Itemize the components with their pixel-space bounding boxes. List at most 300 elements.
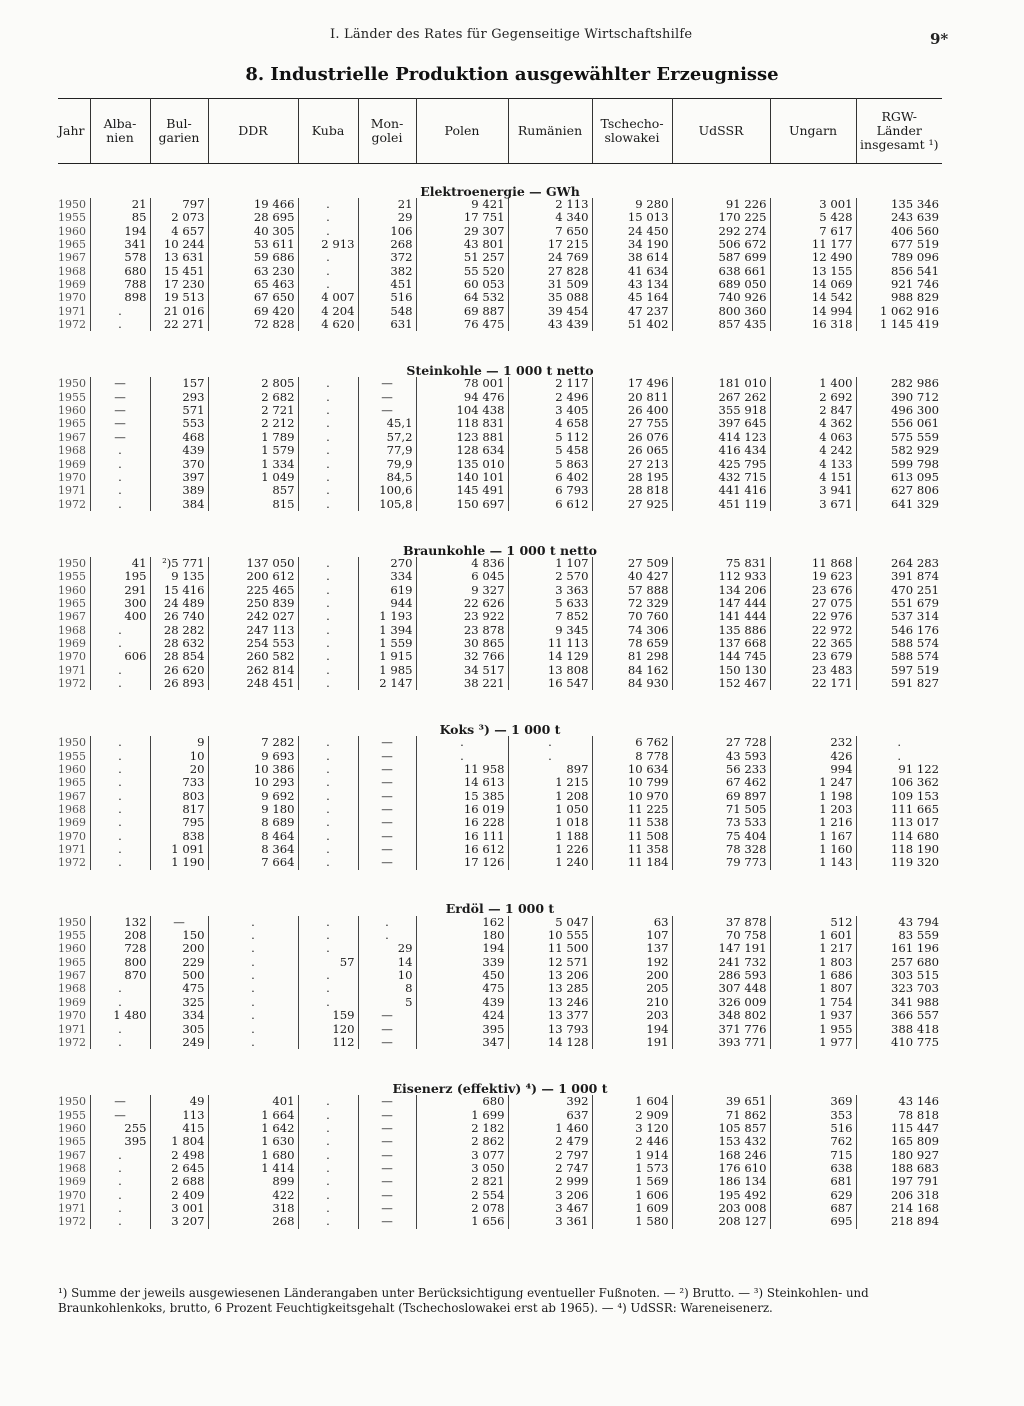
year-cell: 1971 — [58, 664, 90, 677]
value-cell: 43 794 — [898, 914, 939, 929]
value-cell: 680 — [416, 1095, 508, 1108]
value-cell: 599 798 — [891, 456, 939, 471]
value-cell: 13 377 — [508, 1009, 592, 1022]
value-cell: 11 538 — [592, 816, 672, 829]
value-cell: 2 570 — [508, 570, 592, 583]
value-cell: — — [358, 843, 416, 856]
value-cell: 422 — [208, 1189, 298, 1202]
value-cell: 91 122 — [898, 762, 939, 776]
value-cell: 63 — [592, 916, 672, 929]
value-cell: 161 196 — [891, 941, 939, 956]
column-header: Alba- nien — [90, 99, 150, 164]
value-cell: 1 198 — [770, 790, 856, 803]
value-cell: 695 — [770, 1215, 856, 1228]
value-cell: 2 446 — [592, 1135, 672, 1148]
value-cell: 4 007 — [298, 291, 358, 304]
table-row — [58, 584, 942, 597]
value-cell: 5 112 — [508, 431, 592, 444]
section-title: Braunkohle — 1 000 t netto — [403, 542, 597, 558]
year-cell: 1965 — [58, 417, 90, 430]
value-cell: 388 418 — [891, 1021, 939, 1036]
year-cell: 1968 — [58, 1162, 90, 1175]
value-cell: 637 — [508, 1109, 592, 1122]
value-cell: 38 614 — [592, 251, 672, 264]
value-cell: 5 633 — [508, 597, 592, 610]
value-cell: . — [298, 484, 358, 497]
value-cell: 13 155 — [770, 265, 856, 278]
value-cell: 291 — [90, 584, 150, 597]
value-cell: . — [298, 471, 358, 484]
value-cell: 150 697 — [416, 498, 508, 511]
value-cell: 113 — [150, 1109, 208, 1122]
year-cell: 1971 — [58, 1202, 90, 1215]
value-cell: . — [298, 982, 358, 995]
value-cell: 6 045 — [416, 570, 508, 583]
value-cell: 7 852 — [508, 610, 592, 623]
value-cell: 9 693 — [208, 750, 298, 763]
value-cell: 546 176 — [891, 622, 939, 637]
value-cell: 4 658 — [508, 417, 592, 430]
value-cell: 1 193 — [358, 610, 416, 623]
value-cell: 17 230 — [150, 278, 208, 291]
value-cell: . — [90, 736, 150, 749]
value-cell: 2 688 — [150, 1175, 208, 1188]
value-cell: 2 479 — [508, 1135, 592, 1148]
value-cell: . — [298, 278, 358, 291]
value-cell: . — [90, 305, 150, 318]
year-cell: 1960 — [58, 1122, 90, 1135]
year-cell: 1967 — [58, 790, 90, 803]
value-cell: 2 147 — [358, 677, 416, 690]
value-cell: 28 695 — [208, 211, 298, 224]
year-cell: 1950 — [58, 198, 90, 211]
value-cell: 67 462 — [672, 776, 770, 789]
value-cell: 2 797 — [508, 1149, 592, 1162]
value-cell: . — [90, 318, 150, 331]
value-cell: 78 818 — [898, 1107, 939, 1122]
year-cell: 1967 — [58, 251, 90, 264]
value-cell: . — [298, 929, 358, 942]
value-cell: 27 213 — [592, 458, 672, 471]
spacer-cell — [58, 1049, 942, 1061]
value-cell: 3 941 — [770, 484, 856, 497]
value-cell: . — [208, 929, 298, 942]
value-cell: 3 207 — [150, 1215, 208, 1228]
value-cell: 150 — [150, 929, 208, 942]
year-cell: 1971 — [58, 484, 90, 497]
value-cell: 11 177 — [770, 238, 856, 251]
value-cell: . — [298, 677, 358, 690]
value-cell: 47 237 — [592, 305, 672, 318]
value-cell: 944 — [358, 597, 416, 610]
table-row — [58, 843, 942, 856]
value-cell: 897 — [508, 763, 592, 776]
value-cell: 12 571 — [508, 956, 592, 969]
value-cell: . — [298, 1175, 358, 1188]
year-cell: 1969 — [58, 1175, 90, 1188]
year-cell: 1971 — [58, 305, 90, 318]
value-cell: 282 986 — [891, 376, 939, 391]
value-cell: 4 362 — [770, 417, 856, 430]
table-row — [58, 471, 942, 484]
value-cell: 23 483 — [770, 664, 856, 677]
value-cell: 4 657 — [150, 225, 208, 238]
value-cell: 210 — [592, 996, 672, 1009]
section-title: Erdöl — 1 000 t — [445, 901, 555, 917]
value-cell: . — [298, 377, 358, 390]
value-cell: 13 793 — [508, 1023, 592, 1036]
value-cell: 14 128 — [508, 1036, 592, 1049]
value-cell: . — [298, 790, 358, 803]
value-cell: — — [358, 1122, 416, 1135]
value-cell: 838 — [150, 830, 208, 843]
value-cell: 2 496 — [508, 391, 592, 404]
value-cell: 27 509 — [592, 557, 672, 570]
value-cell: 69 420 — [208, 305, 298, 318]
value-cell: . — [90, 444, 150, 457]
value-cell: 1 460 — [508, 1122, 592, 1135]
value-cell: 2 073 — [150, 211, 208, 224]
value-cell: 994 — [770, 763, 856, 776]
value-cell: 26 893 — [150, 677, 208, 690]
value-cell: 339 — [416, 956, 508, 969]
value-cell: 67 650 — [208, 291, 298, 304]
value-cell: 267 262 — [672, 391, 770, 404]
value-cell: 1 018 — [508, 816, 592, 829]
value-cell: 1 914 — [592, 1149, 672, 1162]
value-cell: 571 — [150, 404, 208, 417]
value-cell: 11 958 — [416, 763, 508, 776]
year-cell: 1955 — [58, 211, 90, 224]
year-cell: 1950 — [58, 736, 90, 749]
year-cell: 1960 — [58, 942, 90, 955]
value-cell: 4 836 — [416, 557, 508, 570]
value-cell: 606 — [90, 650, 150, 663]
value-cell: 21 016 — [150, 305, 208, 318]
value-cell: 1 049 — [208, 471, 298, 484]
value-cell: 9 345 — [508, 624, 592, 637]
value-cell: 689 050 — [672, 278, 770, 291]
year-cell: 1950 — [58, 916, 90, 929]
value-cell: . — [208, 956, 298, 969]
value-cell: 104 438 — [416, 404, 508, 417]
year-cell: 1971 — [58, 1023, 90, 1036]
year-cell: 1972 — [58, 677, 90, 690]
value-cell: . — [208, 916, 298, 929]
value-cell: 451 — [358, 278, 416, 291]
value-cell: 468 — [150, 431, 208, 444]
table-row — [58, 1215, 942, 1228]
value-cell: 391 874 — [891, 569, 939, 584]
column-header: Polen — [416, 99, 508, 164]
year-cell: 1960 — [58, 763, 90, 776]
value-cell: 348 802 — [672, 1009, 770, 1022]
value-cell: — — [358, 816, 416, 829]
value-cell: 118 190 — [891, 842, 939, 857]
production-table — [58, 98, 942, 1229]
value-cell: 1 217 — [770, 942, 856, 955]
value-cell: 5 047 — [508, 916, 592, 929]
value-cell: 800 — [90, 956, 150, 969]
table-row — [58, 610, 942, 623]
value-cell: 817 — [150, 803, 208, 816]
table-row — [58, 1009, 942, 1022]
value-cell: 84,5 — [358, 471, 416, 484]
value-cell: 5 863 — [508, 458, 592, 471]
value-cell: 2 692 — [770, 391, 856, 404]
value-cell: 194 — [592, 1023, 672, 1036]
value-cell: 10 634 — [592, 763, 672, 776]
value-cell: 28 854 — [150, 650, 208, 663]
table-row — [58, 956, 942, 969]
value-cell: 384 — [150, 498, 208, 511]
value-cell: 3 120 — [592, 1122, 672, 1135]
value-cell: 1 203 — [770, 803, 856, 816]
value-cell: 181 010 — [672, 377, 770, 390]
column-header: Kuba — [298, 99, 358, 164]
value-cell: 470 251 — [891, 582, 939, 597]
value-cell: 5 — [358, 996, 416, 1009]
value-cell: 24 450 — [592, 225, 672, 238]
value-cell: 292 274 — [672, 225, 770, 238]
value-cell: . — [90, 763, 150, 776]
value-cell: . — [298, 498, 358, 511]
value-cell: 84 162 — [592, 664, 672, 677]
value-cell: 2 498 — [150, 1149, 208, 1162]
value-cell: 1 807 — [770, 982, 856, 995]
value-cell: 118 831 — [416, 417, 508, 430]
value-cell: . — [208, 1023, 298, 1036]
value-cell: 2 212 — [208, 417, 298, 430]
value-cell: 26 076 — [592, 431, 672, 444]
table-row — [58, 305, 942, 318]
value-cell: 203 008 — [672, 1202, 770, 1215]
value-cell: 9 692 — [208, 790, 298, 803]
value-cell: . — [90, 750, 150, 763]
value-cell: 115 447 — [891, 1120, 939, 1135]
table-row — [58, 677, 942, 690]
value-cell: 1 580 — [592, 1215, 672, 1228]
value-cell: 262 814 — [208, 664, 298, 677]
value-cell: 74 306 — [592, 624, 672, 637]
value-cell: 194 — [416, 942, 508, 955]
value-cell: — — [358, 391, 416, 404]
column-header: Jahr — [58, 99, 90, 164]
value-cell: 79,9 — [358, 458, 416, 471]
table-row — [58, 198, 942, 211]
value-cell: 22 171 — [770, 677, 856, 690]
table-row — [58, 570, 942, 583]
value-cell: 307 448 — [672, 982, 770, 995]
value-cell: 21 — [358, 198, 416, 211]
section-title: Elektroenergie — GWh — [420, 183, 580, 199]
value-cell: 432 715 — [672, 471, 770, 484]
value-cell: 56 233 — [672, 763, 770, 776]
value-cell: 43 593 — [672, 750, 770, 763]
value-cell: — — [358, 750, 416, 763]
table-row — [58, 637, 942, 650]
value-cell: 24 489 — [150, 597, 208, 610]
value-cell: 393 771 — [672, 1036, 770, 1049]
value-cell: 740 926 — [672, 291, 770, 304]
value-cell: 57,2 — [358, 431, 416, 444]
value-cell: 800 360 — [672, 305, 770, 318]
table-row — [58, 763, 942, 776]
value-cell: . — [298, 776, 358, 789]
value-cell: . — [208, 942, 298, 955]
table-row — [58, 484, 942, 497]
value-cell: 14 994 — [770, 305, 856, 318]
value-cell: 53 611 — [208, 238, 298, 251]
footnote-text: ¹) Summe der jeweils ausgewiesenen Länderangaben unter Berücksichtigung eventueller Fußnoten. — ²) Brutto. — ³) Steinkohlen- und Braunkohlenkoks, brutto, 6 Prozent Feuchtigkeitsgehalt (Tschechoslowakei erst ab 1965). — ⁴) UdSSR: Wareneisenerz. — [58, 1286, 869, 1315]
value-cell: 1 480 — [90, 1009, 150, 1022]
value-cell: 8 464 — [208, 830, 298, 843]
value-cell: 341 — [90, 238, 150, 251]
value-cell: 192 — [592, 956, 672, 969]
value-cell: 26 065 — [592, 444, 672, 457]
value-cell: 728 — [90, 942, 150, 955]
value-cell: 406 560 — [891, 223, 939, 238]
value-cell: 856 541 — [891, 263, 939, 278]
value-cell: 857 — [208, 484, 298, 497]
value-cell: — — [358, 1009, 416, 1022]
section-title: Eisenerz (effektiv) ⁴) — 1 000 t — [392, 1080, 608, 1096]
value-cell: . — [298, 624, 358, 637]
value-cell: 3 671 — [770, 498, 856, 511]
value-cell: 1 190 — [150, 856, 208, 869]
value-cell: . — [208, 1009, 298, 1022]
value-cell: 1 208 — [508, 790, 592, 803]
value-cell: 451 119 — [672, 498, 770, 511]
value-cell: . — [298, 251, 358, 264]
value-cell: 326 009 — [672, 996, 770, 1009]
value-cell: 414 123 — [672, 431, 770, 444]
value-cell: 30 865 — [416, 637, 508, 650]
value-cell: — — [358, 790, 416, 803]
value-cell: . — [90, 664, 150, 677]
value-cell: 1 394 — [358, 624, 416, 637]
value-cell: 135 886 — [672, 624, 770, 637]
value-cell: 355 918 — [672, 404, 770, 417]
value-cell: 8 778 — [592, 750, 672, 763]
table-row — [58, 816, 942, 829]
value-cell: 75 404 — [672, 830, 770, 843]
value-cell: 11 184 — [592, 856, 672, 869]
value-cell: 450 — [416, 969, 508, 982]
value-cell: 43 134 — [592, 278, 672, 291]
table-row — [58, 830, 942, 843]
table-row — [58, 969, 942, 982]
value-cell: . — [90, 856, 150, 869]
value-cell: 137 050 — [208, 557, 298, 570]
value-cell: . — [90, 1149, 150, 1162]
table-row — [58, 1175, 942, 1188]
value-cell: 26 400 — [592, 404, 672, 417]
value-cell: 293 — [150, 391, 208, 404]
value-cell: 40 305 — [208, 225, 298, 238]
value-cell: 1 789 — [208, 431, 298, 444]
value-cell: . — [90, 996, 150, 1009]
year-cell: 1960 — [58, 404, 90, 417]
value-cell: 200 612 — [208, 570, 298, 583]
value-cell: 17 215 — [508, 238, 592, 251]
value-cell: 372 — [358, 251, 416, 264]
value-cell: 132 — [90, 916, 150, 929]
year-cell: 1950 — [58, 557, 90, 570]
value-cell: 15 451 — [150, 265, 208, 278]
value-cell: 415 — [150, 1122, 208, 1135]
value-cell: 232 — [770, 736, 856, 749]
value-cell: 1 143 — [770, 856, 856, 869]
value-cell: . — [298, 1162, 358, 1175]
value-cell: 1 803 — [770, 956, 856, 969]
value-cell: 14 — [358, 956, 416, 969]
value-cell: 395 — [90, 1135, 150, 1148]
value-cell: 762 — [770, 1135, 856, 1148]
value-cell: . — [90, 498, 150, 511]
value-cell: 37 878 — [672, 916, 770, 929]
value-cell: 57 888 — [592, 584, 672, 597]
value-cell: 83 559 — [898, 928, 939, 943]
value-cell: 1 062 916 — [879, 303, 939, 318]
value-cell: 4 340 — [508, 211, 592, 224]
value-cell: 797 — [150, 198, 208, 211]
value-cell: 4 204 — [298, 305, 358, 318]
value-cell: 2 113 — [508, 198, 592, 211]
value-cell: 11 225 — [592, 803, 672, 816]
value-cell: 789 096 — [891, 250, 939, 265]
table-row — [58, 1095, 942, 1108]
value-cell: 22 976 — [770, 610, 856, 623]
value-cell: 325 — [150, 996, 208, 1009]
value-cell: . — [90, 1202, 150, 1215]
value-cell: 26 740 — [150, 610, 208, 623]
year-cell: 1970 — [58, 291, 90, 304]
value-cell: 2 821 — [416, 1175, 508, 1188]
value-cell: 341 988 — [891, 994, 939, 1009]
value-cell: 134 206 — [672, 584, 770, 597]
value-cell: 94 476 — [416, 391, 508, 404]
table-row — [58, 996, 942, 1009]
value-cell: 268 — [208, 1215, 298, 1228]
value-cell: — — [90, 391, 150, 404]
value-cell: 195 — [90, 570, 150, 583]
value-cell: 1 642 — [208, 1122, 298, 1135]
table-row — [58, 1162, 942, 1175]
value-cell: 214 168 — [891, 1200, 939, 1215]
value-cell: . — [90, 843, 150, 856]
value-cell: 91 226 — [672, 198, 770, 211]
value-cell: 627 806 — [891, 483, 939, 498]
value-cell: 249 — [150, 1036, 208, 1049]
spacer-row — [58, 331, 942, 343]
value-cell: 194 — [90, 225, 150, 238]
value-cell: . — [298, 225, 358, 238]
value-cell: 1 606 — [592, 1189, 672, 1202]
value-cell: 334 — [358, 570, 416, 583]
value-cell: 2 182 — [416, 1122, 508, 1135]
value-cell: 153 432 — [672, 1135, 770, 1148]
value-cell: 3 050 — [416, 1162, 508, 1175]
value-cell: 10 386 — [208, 763, 298, 776]
value-cell: . — [208, 982, 298, 995]
value-cell: 303 515 — [891, 968, 939, 983]
value-cell: 23 676 — [770, 584, 856, 597]
value-cell: — — [358, 404, 416, 417]
table-row — [58, 377, 942, 390]
value-cell: 795 — [150, 816, 208, 829]
value-cell: 70 758 — [672, 929, 770, 942]
